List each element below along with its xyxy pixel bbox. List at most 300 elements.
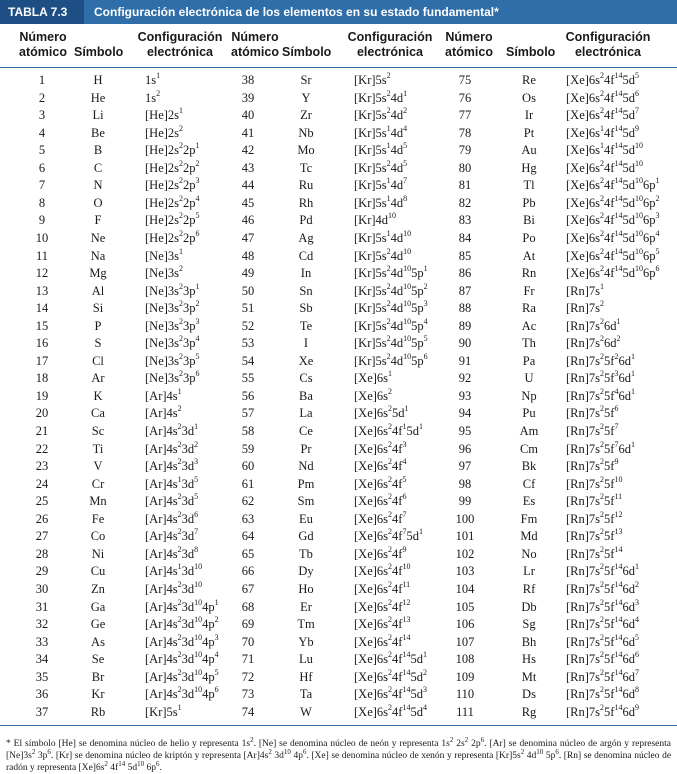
electron-configuration: $[Kr]5s^14d^{10}$ (354, 228, 412, 245)
element-symbol: F (94, 213, 102, 228)
table-row (0, 283, 677, 300)
element-symbol: Lu (299, 652, 313, 667)
electron-configuration: $[Ne]3s^23p^6$ (145, 369, 200, 386)
element-symbol: Li (92, 108, 104, 123)
element-symbol: Mg (89, 266, 107, 281)
element-symbol: Pd (299, 213, 313, 228)
element-symbol: Po (522, 230, 536, 245)
element-symbol: Y (301, 90, 311, 105)
element-symbol: Gd (298, 529, 314, 544)
element-symbol: Db (521, 599, 537, 614)
element-symbol: Es (522, 494, 536, 509)
electron-configuration: $[Rn]7s^25f^46d^1$ (566, 386, 635, 403)
element-symbol: Br (91, 669, 105, 684)
electron-configuration: $[Rn]7s^25f^26d^1$ (566, 351, 635, 368)
electron-configuration: $[Xe]6s^24f^{11}$ (354, 579, 411, 596)
table-row (0, 318, 677, 335)
electron-configuration: $[Ne]3s^23p^3$ (145, 316, 200, 333)
atomic-number: 3 (38, 108, 46, 123)
atomic-number: 91 (458, 353, 472, 368)
electron-configuration: $[Ar]4s^2$ (145, 404, 182, 421)
atomic-number: 86 (458, 266, 472, 281)
electron-configuration: $[Ne]3s^1$ (145, 246, 184, 263)
atomic-number: 39 (241, 90, 255, 105)
header-configuracion-1: Configuración electrónica (137, 30, 223, 59)
electron-configuration: $[Xe]6s^24f^9$ (354, 544, 407, 561)
electron-configuration: $[Rn]7s^2$ (566, 299, 605, 316)
atomic-number: 61 (241, 476, 255, 491)
electron-configuration: $[Xe]6s^24f^{14}5d^{10}6p^1$ (566, 176, 660, 193)
atomic-number: 17 (35, 353, 49, 368)
electron-configuration: $[Ar]4s^23d^2$ (145, 439, 199, 456)
atomic-number: 74 (241, 704, 255, 719)
atomic-number: 58 (241, 424, 255, 438)
atomic-number: 42 (241, 143, 255, 158)
electron-configuration: $[Ar]4s^23d^7$ (145, 527, 199, 544)
element-symbol: Tm (297, 617, 315, 632)
table-row (0, 599, 677, 616)
header-numero-1: Número atómico (19, 30, 67, 59)
atomic-number: 88 (458, 301, 472, 316)
atomic-number: 51 (241, 301, 255, 316)
electron-configuration: $[Ar]4s^23d^{10}4p^4$ (145, 650, 219, 667)
atomic-number: 20 (35, 406, 49, 421)
electron-configuration: $[Kr]5s^24d^{10}5p^6$ (354, 351, 428, 368)
table-row (0, 300, 677, 317)
element-symbol: Ds (522, 687, 536, 702)
electron-configuration: $[Ar]4s^23d^{10}4p^5$ (145, 667, 219, 684)
element-symbol: Mt (521, 669, 537, 684)
electron-configuration: $[Ar]4s^23d^6$ (145, 509, 199, 526)
element-symbol: Bk (521, 459, 537, 474)
table-row (0, 669, 677, 686)
electron-configuration: $[Xe]6s^14f^{14}5d^9$ (566, 123, 639, 140)
electron-configuration: $[Xe]6s^24f^{14}5d^{10}6p^3$ (566, 211, 660, 228)
electron-configuration: $[Rn]7s^25f^{14}6d^9$ (566, 702, 639, 719)
atomic-number: 83 (458, 213, 472, 228)
table-row (0, 265, 677, 282)
header-configuracion-3: Configuración electrónica (565, 30, 651, 59)
table-row (0, 248, 677, 265)
atomic-number: 101 (455, 529, 475, 544)
element-symbol: Pr (300, 441, 312, 456)
header-rule (0, 67, 677, 68)
electron-configuration: $[Rn]7s^25f^{14}6d^4$ (566, 615, 639, 632)
table-row (0, 72, 677, 89)
element-symbol: Pb (522, 195, 536, 210)
element-symbol: As (91, 634, 105, 649)
electron-configuration: $[Kr]5s^24d^5$ (354, 158, 408, 175)
atomic-number: 12 (35, 266, 49, 281)
element-symbol: Er (300, 599, 312, 614)
table-label: TABLA 7.3 (0, 0, 84, 24)
electron-configuration: $[Rn]7s^25f^76d^1$ (566, 439, 635, 456)
atomic-number: 70 (241, 634, 255, 649)
electron-configuration: $[Rn]7s^25f^36d^1$ (566, 369, 635, 386)
electron-configuration: $[He]2s^22p^6$ (145, 228, 200, 245)
table-row (0, 651, 677, 668)
electron-configuration: $[Rn]7s^25f^{14}6d^6$ (566, 650, 639, 667)
electron-configuration: $[Ar]4s^23d^{10}$ (145, 579, 203, 596)
element-symbol: Cm (519, 441, 539, 456)
electron-configuration: $[He]2s^22p^5$ (145, 211, 200, 228)
element-symbol: Ir (524, 108, 534, 123)
element-symbol: Rh (298, 195, 314, 210)
table-row (0, 125, 677, 142)
element-symbol: Yb (298, 634, 314, 649)
element-symbol: Np (521, 388, 537, 403)
atomic-number: 53 (241, 336, 255, 351)
element-symbol: Pa (522, 353, 536, 368)
atomic-number: 73 (241, 687, 255, 702)
electron-configuration: $[Xe]6s^24f^{14}5d^1$ (354, 650, 427, 667)
electron-configuration: $[Xe]6s^24f^3$ (354, 439, 407, 456)
electron-configuration: $[Kr]5s^14d^7$ (354, 176, 408, 193)
element-symbol: U (524, 371, 534, 386)
electron-configuration: $[Xe]6s^24f^15d^1$ (354, 422, 423, 438)
atomic-number: 92 (458, 371, 472, 386)
table-row (0, 177, 677, 194)
atomic-number: 41 (241, 125, 255, 140)
electron-configuration: $[Ne]3s^23p^4$ (145, 334, 200, 351)
element-symbol: Se (91, 652, 105, 667)
atomic-number: 18 (35, 371, 49, 386)
element-symbol: Sn (299, 283, 313, 298)
element-symbol: P (94, 318, 102, 333)
element-symbol: Md (520, 529, 538, 544)
footer-rule (0, 725, 677, 726)
element-symbol: Am (519, 424, 539, 438)
electron-configuration: $[Rn]7s^25f^{11}$ (566, 492, 623, 509)
electron-configuration: $1s^1$ (145, 71, 161, 87)
atomic-number: 109 (455, 669, 475, 684)
atomic-number: 37 (35, 704, 49, 719)
electron-configuration: $[Xe]6s^24f^{10}$ (354, 562, 411, 579)
electron-configuration: $[Kr]5s^24d^{10}5p^2$ (354, 281, 428, 298)
element-symbol: Ni (91, 546, 105, 561)
element-symbol: Kr (91, 687, 105, 702)
electron-configuration: $[Xe]6s^24f^{13}$ (354, 615, 411, 632)
atomic-number: 71 (241, 652, 255, 667)
element-symbol: Sg (522, 617, 536, 632)
atomic-number: 103 (455, 564, 475, 579)
electron-configuration: $[Xe]6s^24f^5$ (354, 474, 407, 491)
electron-configuration: $[Rn]7s^25f^{14}6d^1$ (566, 562, 639, 579)
element-symbol: Rf (522, 581, 536, 596)
electron-configuration: $[Ne]3s^23p^5$ (145, 351, 200, 368)
atomic-number: 21 (35, 424, 49, 438)
atomic-number: 87 (458, 283, 472, 298)
electron-configuration: $[Kr]5s^24d^{10}5p^3$ (354, 299, 428, 316)
electron-configuration: $[Rn]7s^26d^2$ (566, 334, 621, 351)
atomic-number: 25 (35, 494, 49, 509)
electron-configuration: $[Kr]5s^14d^8$ (354, 193, 408, 210)
atomic-number: 67 (241, 581, 255, 596)
atomic-number: 7 (38, 178, 46, 193)
atomic-number: 44 (241, 178, 255, 193)
atomic-number: 9 (38, 213, 46, 228)
table-row (0, 90, 677, 107)
electron-configuration: $[Kr]5s^24d^{10}5p^4$ (354, 316, 428, 333)
element-symbol: Ca (91, 406, 105, 421)
atomic-number: 16 (35, 336, 49, 351)
element-symbol: Bh (521, 634, 537, 649)
atomic-number: 35 (35, 669, 49, 684)
atomic-number: 77 (458, 108, 472, 123)
element-symbol: La (299, 406, 313, 421)
table-row (0, 686, 677, 703)
atomic-number: 15 (35, 318, 49, 333)
table-row (0, 546, 677, 563)
table-row (0, 195, 677, 212)
electron-configuration: $[Kr]5s^2$ (354, 71, 391, 87)
atomic-number: 81 (458, 178, 472, 193)
element-symbol: W (300, 704, 312, 719)
electron-configuration: $[He]2s^22p^4$ (145, 193, 200, 210)
atomic-number: 6 (38, 160, 46, 175)
element-symbol: Sb (299, 301, 313, 316)
electron-configuration: $[Ne]3s^2$ (145, 264, 184, 281)
header-numero-3: Número atómico (445, 30, 493, 59)
atomic-number: 75 (458, 73, 472, 87)
table-row (0, 581, 677, 598)
atomic-number: 54 (241, 353, 255, 368)
element-symbol: Nb (298, 125, 314, 140)
element-symbol: Ga (90, 599, 106, 614)
atomic-number: 45 (241, 195, 255, 210)
electron-configuration: $[Ar]4s^23d^{10}4p^3$ (145, 632, 219, 649)
atomic-number: 79 (458, 143, 472, 158)
electron-configuration: $[Rn]7s^25f^{12}$ (566, 509, 623, 526)
atomic-number: 11 (35, 248, 49, 263)
element-symbol: Nd (298, 459, 314, 474)
element-symbol: Ra (522, 301, 536, 316)
element-symbol: Tb (299, 546, 313, 561)
electron-configuration: $[Rn]7s^1$ (566, 281, 605, 298)
element-symbol: Cf (522, 476, 536, 491)
atomic-number: 80 (458, 160, 472, 175)
table-row (0, 528, 677, 545)
table-row (0, 616, 677, 633)
electron-configuration: $[Xe]6s^24f^4$ (354, 457, 407, 474)
atomic-number: 24 (35, 476, 49, 491)
atomic-number: 95 (458, 424, 472, 438)
atomic-number: 28 (35, 546, 49, 561)
electron-configuration: $[Rn]7s^25f^{14}6d^7$ (566, 667, 639, 684)
atomic-number: 93 (458, 388, 472, 403)
atomic-number: 104 (455, 581, 475, 596)
electron-configuration: $[Rn]7s^25f^9$ (566, 457, 619, 474)
atomic-number: 2 (38, 90, 46, 105)
table-title-bar (0, 0, 677, 24)
electron-configuration: $[Kr]5s^14d^4$ (354, 123, 408, 140)
electron-configuration: $[Ar]4s^13d^{10}$ (145, 562, 203, 579)
atomic-number: 68 (241, 599, 255, 614)
electron-configuration: $[Ar]4s^23d^{10}4p^1$ (145, 597, 219, 614)
electron-configuration: $[Kr]5s^14d^5$ (354, 141, 408, 158)
element-symbol: Tl (523, 178, 535, 193)
electron-configuration: $[Ne]3s^23p^2$ (145, 299, 200, 316)
electron-configuration: $[Xe]6s^24f^{14}5d^5$ (566, 71, 639, 87)
table-row (0, 160, 677, 177)
atomic-number: 55 (241, 371, 255, 386)
electron-configuration: $[Xe]6s^24f^{14}5d^6$ (566, 88, 639, 105)
header-numero-2: Número atómico (231, 30, 279, 59)
element-symbol: Os (522, 90, 536, 105)
element-symbol: Pt (523, 125, 535, 140)
element-symbol: Ge (90, 617, 106, 632)
element-symbol: Ti (92, 441, 104, 456)
electron-configuration: $[Xe]6s^14f^{14}5d^{10}$ (566, 141, 643, 158)
electron-configuration: $[Xe]6s^24f^{14}5d^3$ (354, 685, 427, 702)
table-row (0, 335, 677, 352)
element-symbol: Ce (299, 424, 313, 438)
element-symbol: Na (90, 248, 106, 263)
atomic-number: 40 (241, 108, 255, 123)
atomic-number: 111 (456, 704, 474, 719)
element-symbol: Re (522, 73, 536, 87)
atomic-number: 89 (458, 318, 472, 333)
atomic-number: 105 (455, 599, 475, 614)
electron-configuration: $[Rn]7s^25f^{14}6d^3$ (566, 597, 639, 614)
element-symbol: In (300, 266, 312, 281)
atomic-number: 110 (455, 687, 475, 702)
table-row (0, 704, 677, 721)
atomic-number: 38 (241, 73, 255, 87)
element-symbol: O (93, 195, 103, 210)
electron-configuration: $[Kr]5s^24d^{10}5p^5$ (354, 334, 428, 351)
atomic-number: 8 (38, 195, 46, 210)
atomic-number: 57 (241, 406, 255, 421)
element-symbol: Mo (297, 143, 315, 158)
atomic-number: 69 (241, 617, 255, 632)
atomic-number: 5 (38, 143, 46, 158)
electron-configuration: $[Ar]4s^23d^3$ (145, 457, 199, 474)
electron-configuration: $[He]2s^2$ (145, 123, 184, 140)
element-symbol: Hs (522, 652, 536, 667)
electron-configuration: $[He]2s^22p^1$ (145, 141, 200, 158)
element-symbol: Ho (298, 581, 314, 596)
atomic-number: 102 (455, 546, 475, 561)
table-row (0, 634, 677, 651)
electron-configuration: $[Xe]6s^24f^{14}5d^{10}6p^6$ (566, 264, 660, 281)
footnote: * El símbolo [He] se denomina núcleo de helio y representa $1s^2$. [Ne] se denomina núcleo de neón y representa $1s^2$ $2s^2$ $2p^6$. [Ar] se denomina núcleo de argón y representa $[Ne]3s^2$ $3p^6$. [Kr] se denomina núcleo de kriptón y representa $[Ar]4s^2$ $3d^{10}$ $4p^6$. [Xe] se denomina núcleo de xenón y representa $[Kr]5s^2$ $4d^{10}$ $5p^6$. [Rn] se denomina núcleo de radón y representa $[Xe]6s^2$ $4f^{14}$ $5d^{10}$ $6p^6$. (6, 736, 672, 773)
atomic-number: 49 (241, 266, 255, 281)
element-symbol: At (522, 248, 536, 263)
header-simbolo-2: Símbolo (282, 45, 332, 59)
atomic-number: 30 (35, 581, 49, 596)
electron-configuration: $[Xe]6s^24f^{14}5d^2$ (354, 667, 427, 684)
table-row (0, 563, 677, 580)
element-symbol: Tc (299, 160, 313, 175)
element-symbol: Pu (522, 406, 536, 421)
element-symbol: Au (521, 143, 537, 158)
electron-configuration: $[Kr]5s^1$ (145, 702, 182, 719)
electron-configuration: $[Xe]6s^24f^{14}5d^{10}6p^4$ (566, 228, 660, 245)
atomic-number: 64 (241, 529, 255, 544)
atomic-number: 48 (241, 248, 255, 263)
element-symbol: Sm (297, 494, 315, 509)
element-symbol: Ne (90, 230, 106, 245)
atomic-number: 84 (458, 230, 472, 245)
atomic-number: 97 (458, 459, 472, 474)
atomic-number: 52 (241, 318, 255, 333)
atomic-number: 36 (35, 687, 49, 702)
atomic-number: 56 (241, 388, 255, 403)
element-symbol: Be (91, 125, 105, 140)
atomic-number: 90 (458, 336, 472, 351)
electron-configuration: $[Rn]7s^25f^6$ (566, 404, 619, 421)
element-symbol: K (93, 388, 103, 403)
electron-configuration: $[He]2s^22p^2$ (145, 158, 200, 175)
electron-configuration: $[Xe]6s^24f^75d^1$ (354, 527, 423, 544)
table-row (0, 511, 677, 528)
table-row (0, 230, 677, 247)
element-symbol: Rb (90, 704, 106, 719)
table-row (0, 388, 677, 405)
element-symbol: Cl (92, 353, 104, 368)
element-symbol: Sc (91, 424, 105, 438)
table-row (0, 370, 677, 387)
element-symbol: S (94, 336, 102, 351)
electron-configuration: $[Rn]7s^25f^7$ (566, 422, 619, 438)
electron-configuration: $[Rn]7s^25f^{14}6d^8$ (566, 685, 639, 702)
electron-configuration: $[Ne]3s^23p^1$ (145, 281, 200, 298)
atomic-number: 13 (35, 283, 49, 298)
electron-configuration: $[Ar]4s^23d^{10}4p^2$ (145, 615, 219, 632)
element-symbol: Sr (300, 73, 312, 87)
electron-configuration: $[Rn]7s^25f^{10}$ (566, 474, 623, 491)
element-symbol: Hg (521, 160, 537, 175)
atomic-number: 72 (241, 669, 255, 684)
atomic-number: 43 (241, 160, 255, 175)
electron-configuration: $[Xe]6s^24f^{14}5d^{10}$ (566, 158, 643, 175)
electron-configuration: $[Ar]4s^1$ (145, 386, 182, 403)
electron-configuration: $[Xe]6s^24f^{12}$ (354, 597, 411, 614)
electron-configuration: $[Rn]7s^25f^{13}$ (566, 527, 623, 544)
atomic-number: 100 (455, 511, 475, 526)
element-symbol: Mn (89, 494, 107, 509)
atomic-number: 50 (241, 283, 255, 298)
element-symbol: Bi (523, 213, 535, 228)
atomic-number: 66 (241, 564, 255, 579)
atomic-number: 46 (241, 213, 255, 228)
header-simbolo-1: Símbolo (74, 45, 124, 59)
atomic-number: 27 (35, 529, 49, 544)
electron-configuration: $[Xe]6s^1$ (354, 369, 393, 386)
table-row (0, 142, 677, 159)
electron-configuration: $1s^2$ (145, 88, 161, 105)
atomic-number: 65 (241, 546, 255, 561)
table-row (0, 458, 677, 475)
element-symbol: Fm (520, 511, 538, 526)
table-row (0, 441, 677, 458)
atomic-number: 82 (458, 195, 472, 210)
header-configuracion-2: Configuración electrónica (347, 30, 433, 59)
element-symbol: Rg (521, 704, 537, 719)
element-symbol: N (93, 178, 103, 193)
electron-configuration: $[Rn]7s^25f^{14}$ (566, 544, 623, 561)
table-row (0, 353, 677, 370)
electron-configuration: $[Kr]5s^24d^{10}5p^1$ (354, 264, 428, 281)
atomic-number: 106 (455, 617, 475, 632)
element-symbol: No (521, 546, 537, 561)
electron-configuration: $[Kr]5s^24d^2$ (354, 106, 408, 123)
atomic-number: 63 (241, 511, 255, 526)
table-row (0, 405, 677, 422)
element-symbol: Ac (521, 318, 537, 333)
atomic-number: 99 (458, 494, 472, 509)
